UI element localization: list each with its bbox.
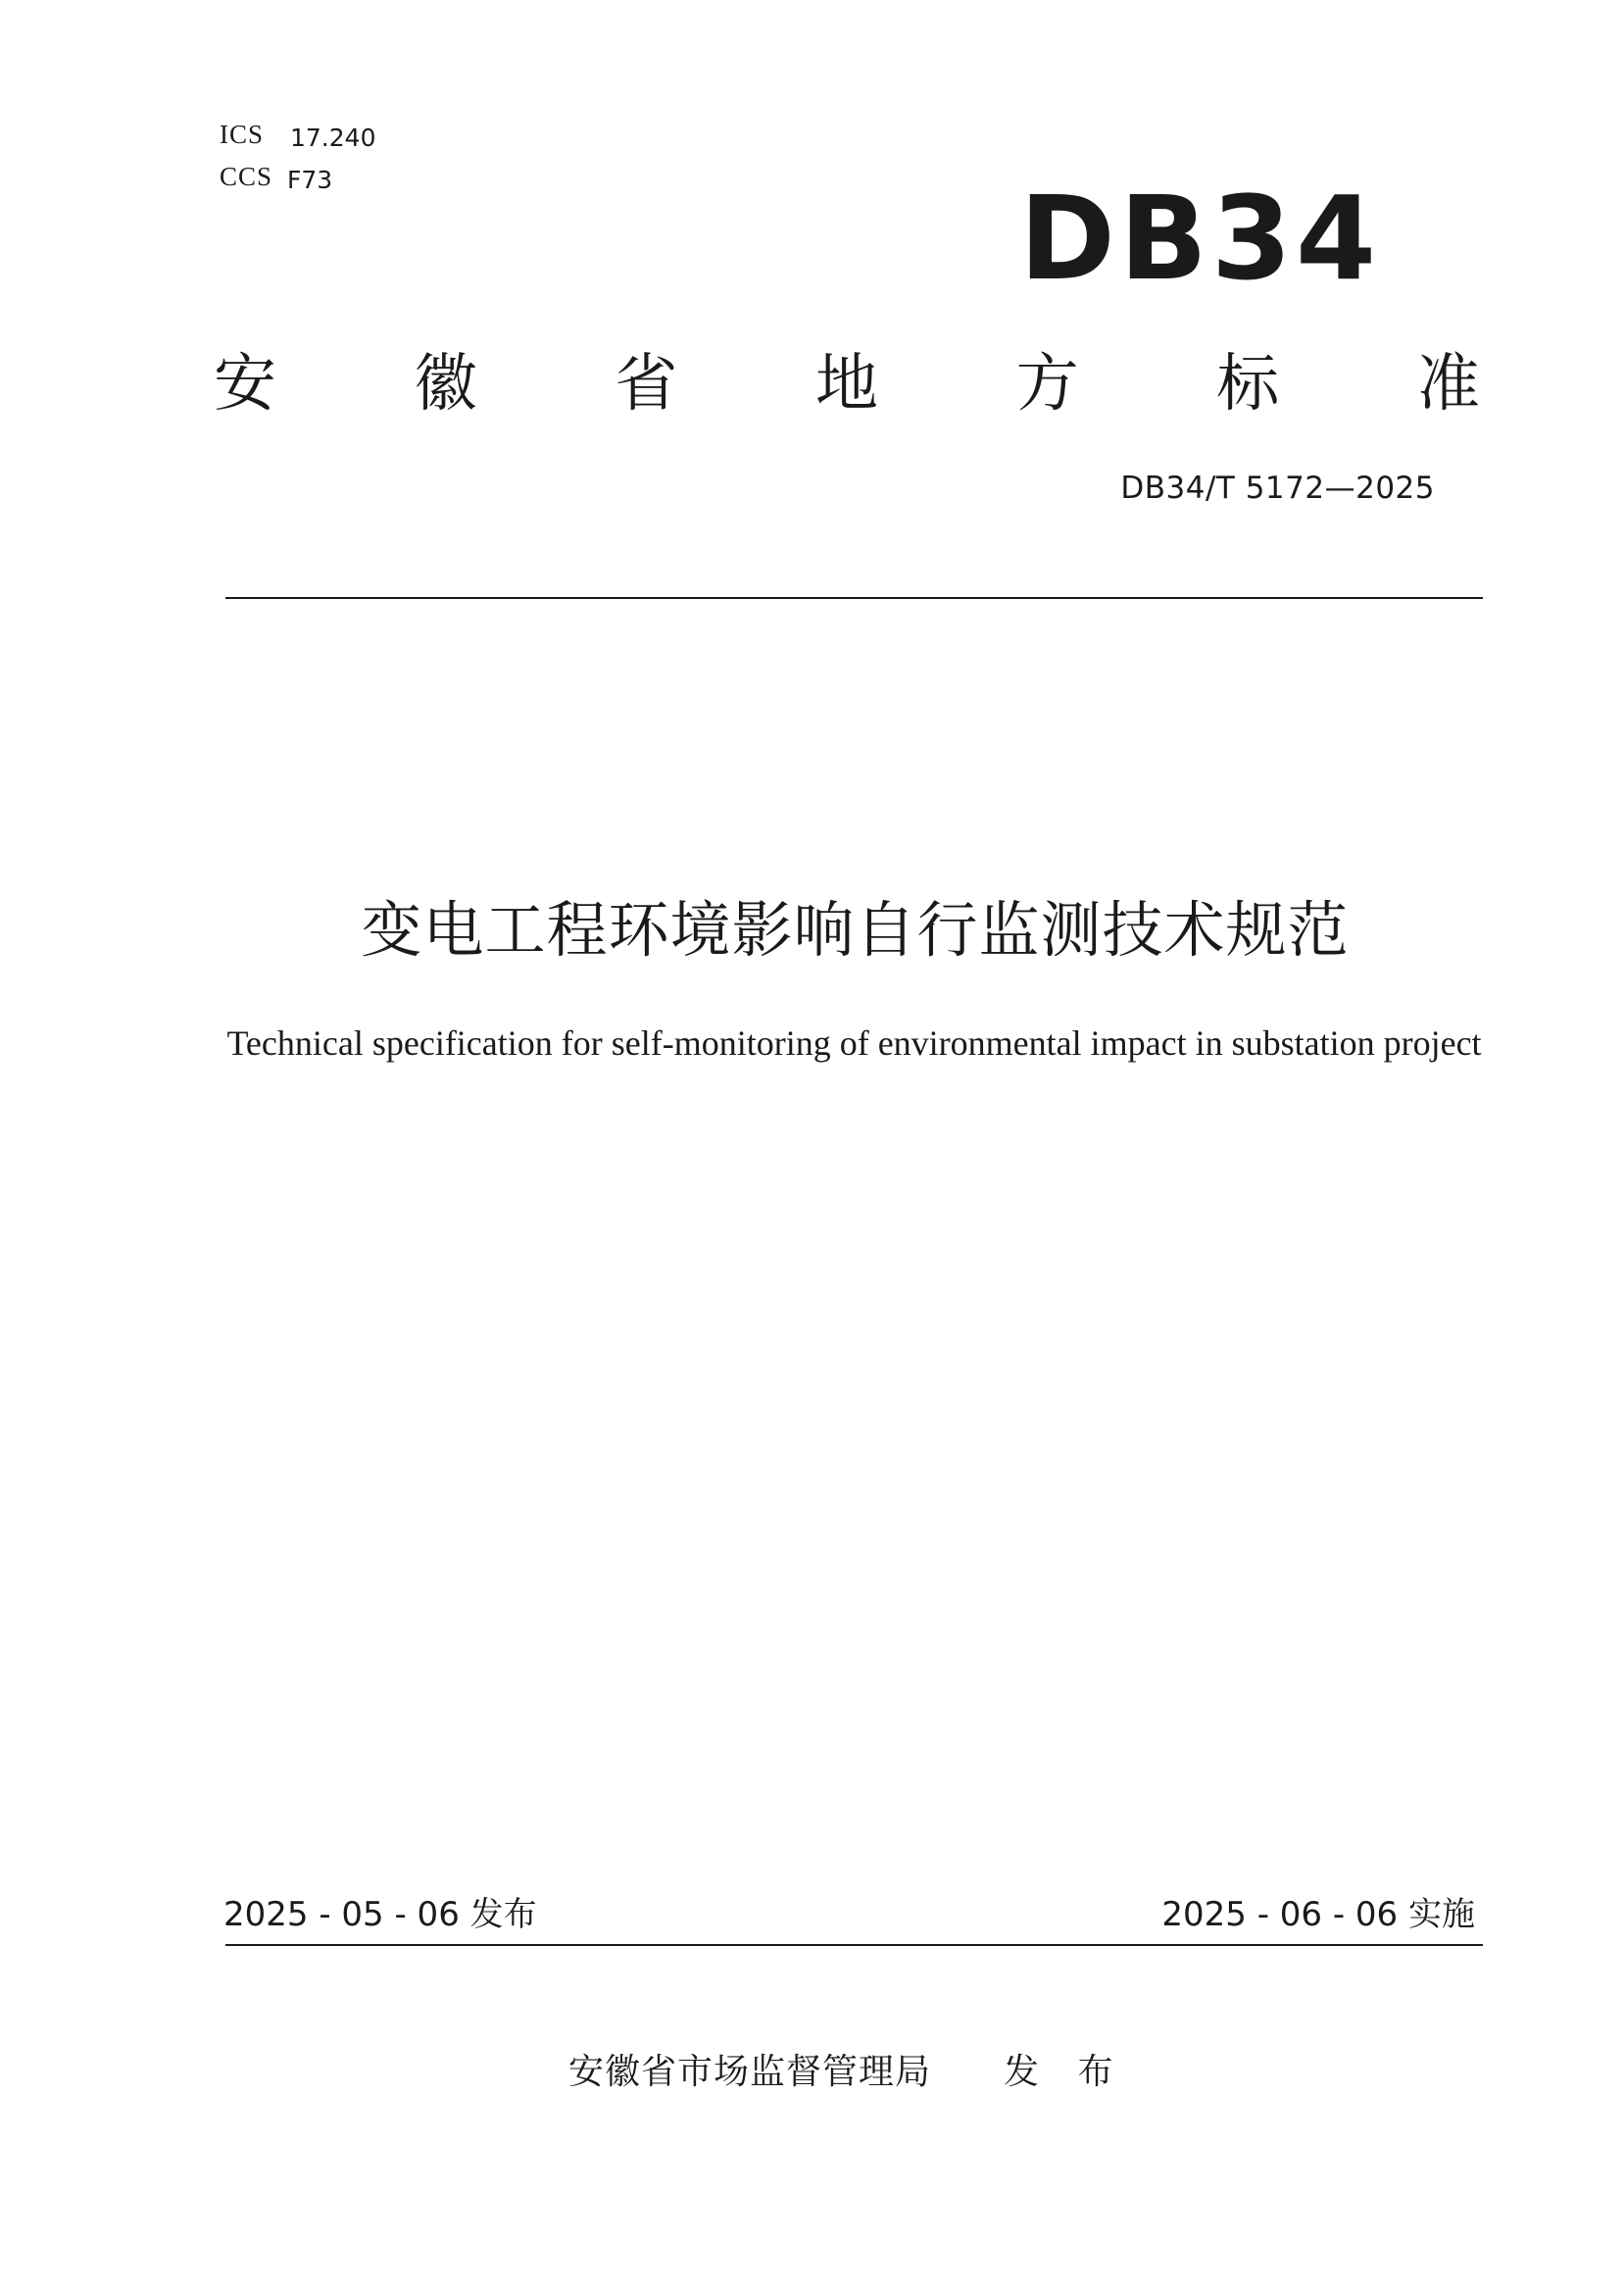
category-char: 徽	[414, 348, 477, 421]
title-english: Technical specification for self-monitoring of environmental impact in substation project	[226, 1023, 1482, 1063]
bottom-divider	[225, 1944, 1483, 1946]
category-char: 安	[214, 348, 276, 421]
ics-value: 17.240	[290, 124, 376, 152]
standard-category	[214, 345, 1480, 424]
standard-number: DB34/T 5172—2025	[1120, 471, 1435, 506]
db34-logo: DB34	[1019, 171, 1381, 306]
issue-date: 2025 - 05 - 06 发布	[223, 1895, 537, 1934]
category-char: 地	[814, 348, 878, 421]
ics-label: ICS	[220, 120, 265, 149]
category-char: 方	[1015, 348, 1079, 421]
ccs-value: F73	[287, 166, 333, 194]
publisher-action: 发 布	[1004, 2052, 1127, 2092]
publisher: 安徽省市场监督管理局	[568, 2052, 932, 2092]
ccs-label: CCS	[220, 162, 273, 191]
top-divider	[225, 597, 1483, 599]
category-char: 省	[615, 348, 678, 421]
category-char: 标	[1216, 348, 1280, 421]
category-char: 准	[1416, 348, 1480, 421]
title-chinese: 变电工程环境影响自行监测技术规范	[361, 894, 1350, 966]
implementation-date: 2025 - 06 - 06 实施	[1161, 1895, 1475, 1934]
